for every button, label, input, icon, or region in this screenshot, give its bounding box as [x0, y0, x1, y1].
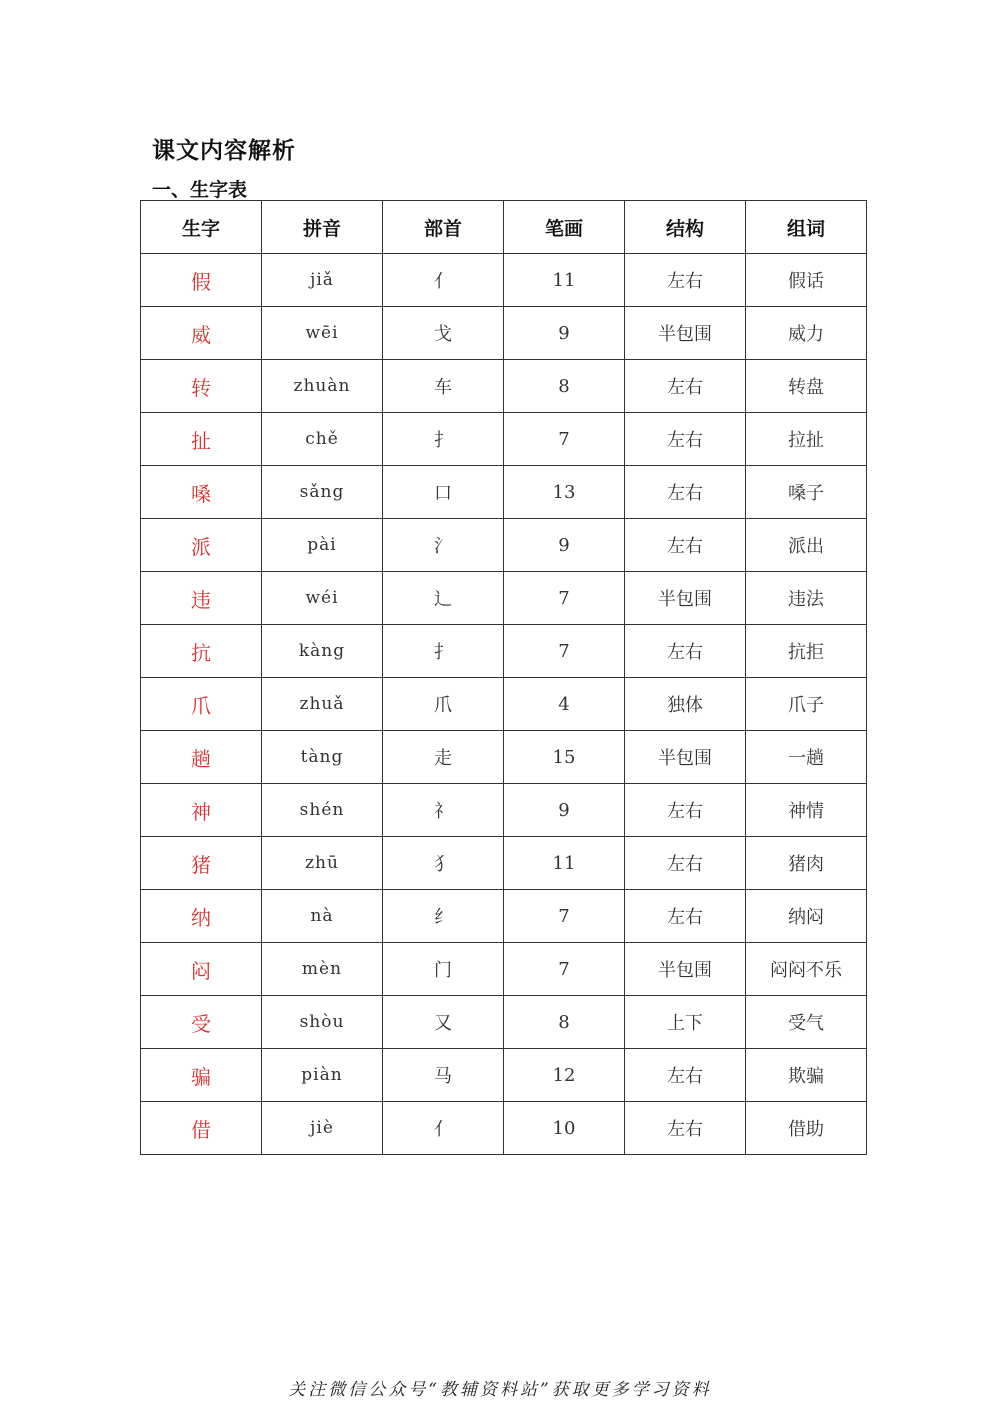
table-row	[141, 731, 867, 784]
cell-word: 一趟	[746, 731, 867, 784]
cell-radical: 礻	[383, 784, 504, 837]
cell-pinyin: pài	[262, 519, 383, 572]
table-row	[141, 360, 867, 413]
cell-radical: 口	[383, 466, 504, 519]
table-row	[141, 890, 867, 943]
cell-pinyin: wéi	[262, 572, 383, 625]
table-row	[141, 413, 867, 466]
cell-word: 违法	[746, 572, 867, 625]
cell-strokes: 9	[504, 307, 625, 360]
cell-structure: 半包围	[625, 572, 746, 625]
table-row	[141, 519, 867, 572]
cell-char: 骗	[141, 1049, 262, 1102]
cell-pinyin: jiè	[262, 1102, 383, 1155]
cell-pinyin: jiǎ	[262, 254, 383, 307]
cell-pinyin: nà	[262, 890, 383, 943]
cell-word: 拉扯	[746, 413, 867, 466]
cell-char: 嗓	[141, 466, 262, 519]
cell-structure: 上下	[625, 996, 746, 1049]
cell-char: 转	[141, 360, 262, 413]
cell-char: 违	[141, 572, 262, 625]
cell-strokes: 9	[504, 519, 625, 572]
cell-strokes: 10	[504, 1102, 625, 1155]
cell-pinyin: shòu	[262, 996, 383, 1049]
cell-char: 抗	[141, 625, 262, 678]
cell-pinyin: tàng	[262, 731, 383, 784]
cell-structure: 左右	[625, 254, 746, 307]
cell-pinyin: sǎng	[262, 466, 383, 519]
cell-pinyin: piàn	[262, 1049, 383, 1102]
cell-strokes: 13	[504, 466, 625, 519]
table-row	[141, 572, 867, 625]
table-body	[141, 254, 867, 1155]
cell-char: 扯	[141, 413, 262, 466]
table-row	[141, 784, 867, 837]
cell-radical: 犭	[383, 837, 504, 890]
cell-structure: 左右	[625, 519, 746, 572]
cell-radical: 马	[383, 1049, 504, 1102]
table-row	[141, 996, 867, 1049]
cell-strokes: 11	[504, 837, 625, 890]
cell-strokes: 7	[504, 413, 625, 466]
cell-structure: 独体	[625, 678, 746, 731]
cell-word: 假话	[746, 254, 867, 307]
cell-char: 神	[141, 784, 262, 837]
cell-strokes: 12	[504, 1049, 625, 1102]
cell-word: 威力	[746, 307, 867, 360]
header-word: 组词	[746, 201, 867, 254]
cell-structure: 半包围	[625, 943, 746, 996]
cell-structure: 左右	[625, 1049, 746, 1102]
cell-pinyin: wēi	[262, 307, 383, 360]
page-title: 课文内容解析	[152, 138, 296, 164]
cell-word: 借助	[746, 1102, 867, 1155]
table-row	[141, 254, 867, 307]
cell-char: 闷	[141, 943, 262, 996]
cell-word: 猪肉	[746, 837, 867, 890]
cell-word: 闷闷不乐	[746, 943, 867, 996]
cell-char: 借	[141, 1102, 262, 1155]
cell-pinyin: zhuàn	[262, 360, 383, 413]
header-char: 生字	[141, 201, 262, 254]
cell-radical: 爪	[383, 678, 504, 731]
cell-structure: 左右	[625, 466, 746, 519]
cell-structure: 左右	[625, 784, 746, 837]
cell-radical: 走	[383, 731, 504, 784]
cell-radical: 戈	[383, 307, 504, 360]
cell-strokes: 8	[504, 996, 625, 1049]
cell-word: 爪子	[746, 678, 867, 731]
cell-radical: 门	[383, 943, 504, 996]
header-structure: 结构	[625, 201, 746, 254]
table-row	[141, 1102, 867, 1155]
cell-radical: 辶	[383, 572, 504, 625]
section-title: 一、生字表	[152, 179, 248, 201]
cell-char: 猪	[141, 837, 262, 890]
table-row	[141, 307, 867, 360]
cell-pinyin: chě	[262, 413, 383, 466]
table-row	[141, 943, 867, 996]
cell-structure: 左右	[625, 413, 746, 466]
cell-char: 受	[141, 996, 262, 1049]
cell-radical: 亻	[383, 254, 504, 307]
cell-structure: 左右	[625, 837, 746, 890]
cell-word: 转盘	[746, 360, 867, 413]
cell-pinyin: mèn	[262, 943, 383, 996]
header-strokes: 笔画	[504, 201, 625, 254]
cell-pinyin: shén	[262, 784, 383, 837]
table-row	[141, 1049, 867, 1102]
cell-pinyin: zhū	[262, 837, 383, 890]
cell-structure: 左右	[625, 1102, 746, 1155]
cell-radical: 亻	[383, 1102, 504, 1155]
cell-strokes: 4	[504, 678, 625, 731]
cell-char: 趟	[141, 731, 262, 784]
cell-char: 假	[141, 254, 262, 307]
character-table	[140, 200, 867, 1155]
table-row	[141, 466, 867, 519]
table-row	[141, 678, 867, 731]
cell-strokes: 8	[504, 360, 625, 413]
cell-radical: 氵	[383, 519, 504, 572]
cell-word: 欺骗	[746, 1049, 867, 1102]
cell-char: 爪	[141, 678, 262, 731]
cell-radical: 扌	[383, 625, 504, 678]
cell-structure: 半包围	[625, 307, 746, 360]
cell-word: 嗓子	[746, 466, 867, 519]
cell-word: 纳闷	[746, 890, 867, 943]
cell-char: 派	[141, 519, 262, 572]
cell-word: 受气	[746, 996, 867, 1049]
cell-word: 抗拒	[746, 625, 867, 678]
cell-structure: 左右	[625, 890, 746, 943]
cell-structure: 左右	[625, 360, 746, 413]
cell-radical: 扌	[383, 413, 504, 466]
table-row	[141, 625, 867, 678]
cell-strokes: 7	[504, 943, 625, 996]
table-row	[141, 837, 867, 890]
cell-radical: 又	[383, 996, 504, 1049]
header-radical: 部首	[383, 201, 504, 254]
cell-pinyin: kàng	[262, 625, 383, 678]
header-pinyin: 拼音	[262, 201, 383, 254]
cell-structure: 左右	[625, 625, 746, 678]
cell-word: 派出	[746, 519, 867, 572]
cell-pinyin: zhuǎ	[262, 678, 383, 731]
cell-word: 神情	[746, 784, 867, 837]
cell-strokes: 9	[504, 784, 625, 837]
cell-radical: 车	[383, 360, 504, 413]
cell-strokes: 15	[504, 731, 625, 784]
cell-strokes: 7	[504, 625, 625, 678]
cell-radical: 纟	[383, 890, 504, 943]
cell-structure: 半包围	[625, 731, 746, 784]
cell-strokes: 7	[504, 890, 625, 943]
table-header-row	[141, 201, 867, 254]
footer-note: 关注微信公众号“教辅资料站”获取更多学习资料	[288, 1380, 712, 1400]
cell-char: 威	[141, 307, 262, 360]
cell-strokes: 11	[504, 254, 625, 307]
cell-strokes: 7	[504, 572, 625, 625]
cell-char: 纳	[141, 890, 262, 943]
